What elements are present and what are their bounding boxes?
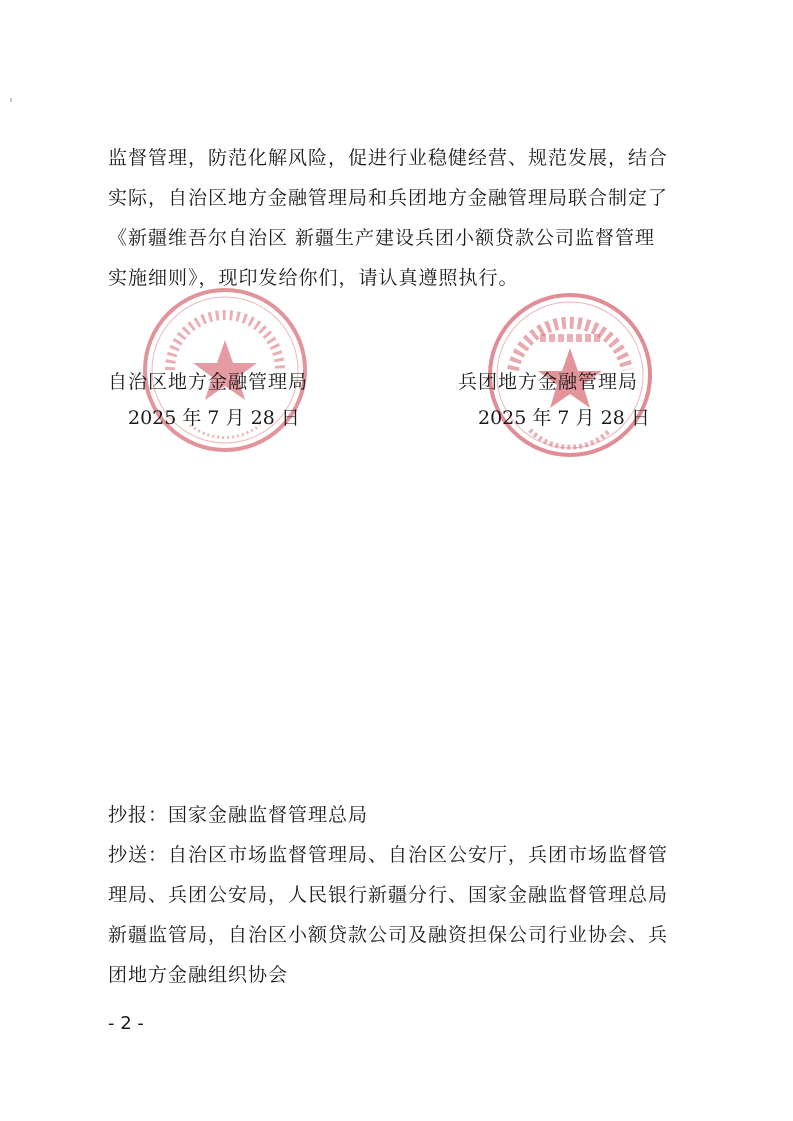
copy-to-line: 团地方金融组织协会 [108,964,289,986]
body-paragraph [108,138,708,298]
signing-date: 2025 年 7 月 28 日 [128,407,300,429]
copy-to-line: 新疆监管局，自治区小额贷款公司及融资担保公司行业协会、兵 [108,924,669,946]
copy-to-line: 抄送：自治区市场监督管理局、自治区公安厅，兵团市场监督管 [108,844,669,866]
signature-block-autonomous-region [108,368,308,432]
report-to-line: 抄报：国家金融监督管理总局 [108,804,369,826]
body-line: 监督管理，防范化解风险，促进行业稳健经营、规范发展，结合 [108,147,669,169]
signing-date: 2025 年 7 月 28 日 [478,407,650,429]
signing-organization: 自治区地方金融管理局 [108,371,309,393]
page-number: - 2 - [108,1013,144,1034]
body-line: 《新疆维吾尔自治区 新疆生产建设兵团小额贷款公司监督管理 [108,227,656,249]
copy-to-line: 理局、兵团公安局，人民银行新疆分行、国家金融监督管理总局 [108,884,669,906]
signature-block-corps [458,368,650,432]
distribution-list [108,795,708,995]
body-line: 实施细则》，现印发给你们，请认真遵照执行。 [108,267,519,289]
scan-speck [10,98,12,102]
body-line: 实际，自治区地方金融管理局和兵团地方金融管理局联合制定了 [108,187,669,209]
signing-organization: 兵团地方金融管理局 [458,371,639,393]
